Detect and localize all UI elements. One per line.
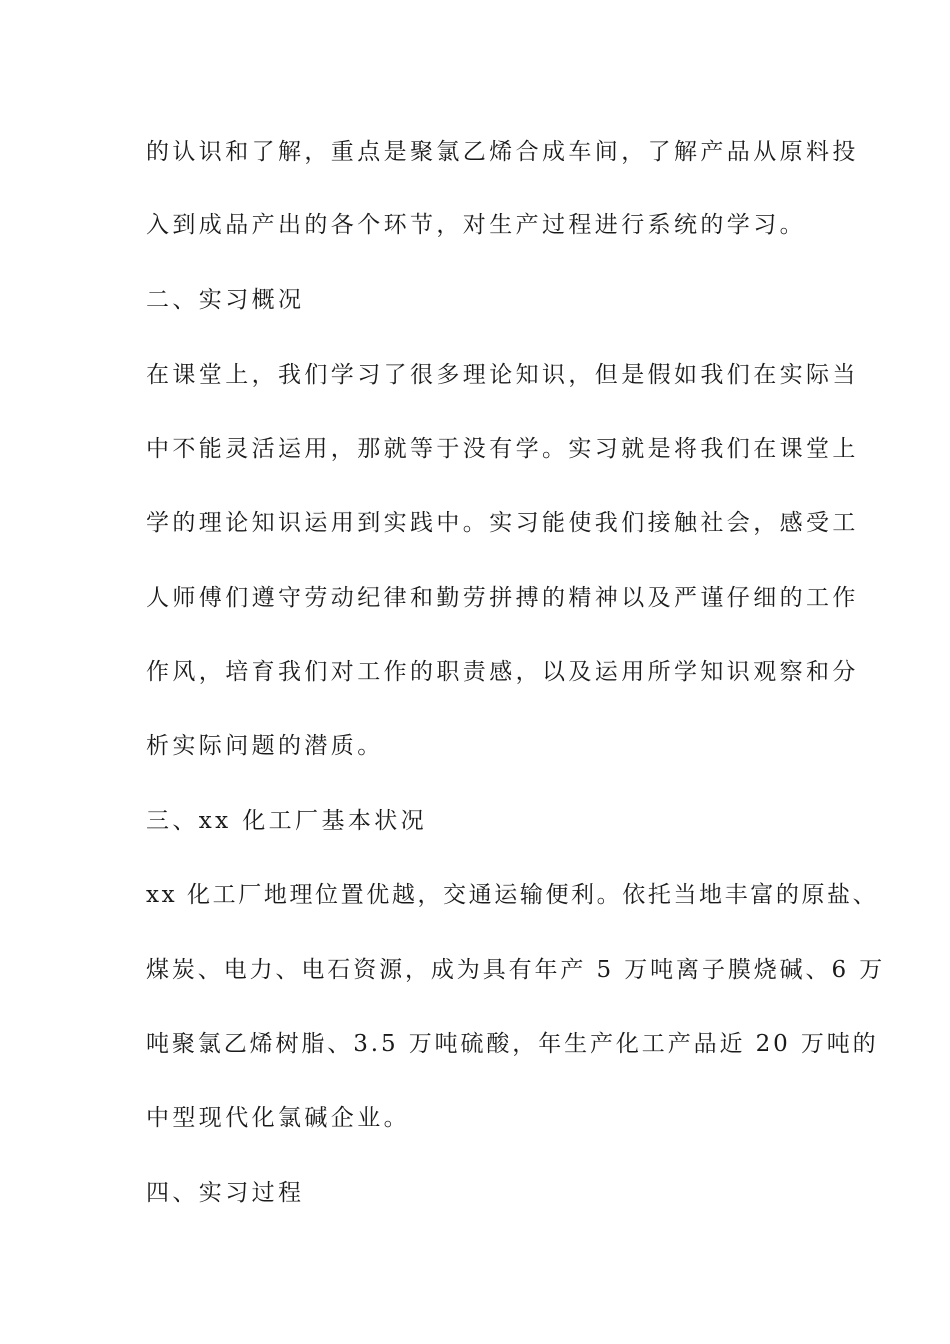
section-heading: 二、实习概况 — [146, 287, 305, 313]
text-line: 学的理论知识运用到实践中。实习能使我们接触社会，感受工 — [146, 510, 859, 536]
text-line: 中不能灵活运用，那就等于没有学。实习就是将我们在课堂上 — [146, 436, 859, 462]
text-line: xx 化工厂地理位置优越，交通运输便利。依托当地丰富的原盐、 — [146, 882, 879, 908]
text-line: 作风，培育我们对工作的职责感，以及运用所学知识观察和分 — [146, 659, 859, 685]
section-heading: 三、xx 化工厂基本状况 — [146, 808, 428, 834]
text-line: 人师傅们遵守劳动纪律和勤劳拼搏的精神以及严谨仔细的工作 — [146, 585, 859, 611]
section-heading: 四、实习过程 — [146, 1180, 305, 1206]
text-line: 吨聚氯乙烯树脂、3.5 万吨硫酸，年生产化工产品近 20 万吨的 — [146, 1031, 879, 1057]
text-line: 的认识和了解，重点是聚氯乙烯合成车间，了解产品从原料投 — [146, 139, 859, 165]
text-line: 在课堂上，我们学习了很多理论知识，但是假如我们在实际当 — [146, 362, 859, 388]
text-line: 入到成品产出的各个环节，对生产过程进行系统的学习。 — [146, 212, 806, 238]
text-line: 煤炭、电力、电石资源，成为具有年产 5 万吨离子膜烧碱、6 万 — [146, 957, 886, 983]
text-line: 析实际问题的潜质。 — [146, 733, 384, 759]
text-line: 中型现代化氯碱企业。 — [146, 1105, 410, 1131]
